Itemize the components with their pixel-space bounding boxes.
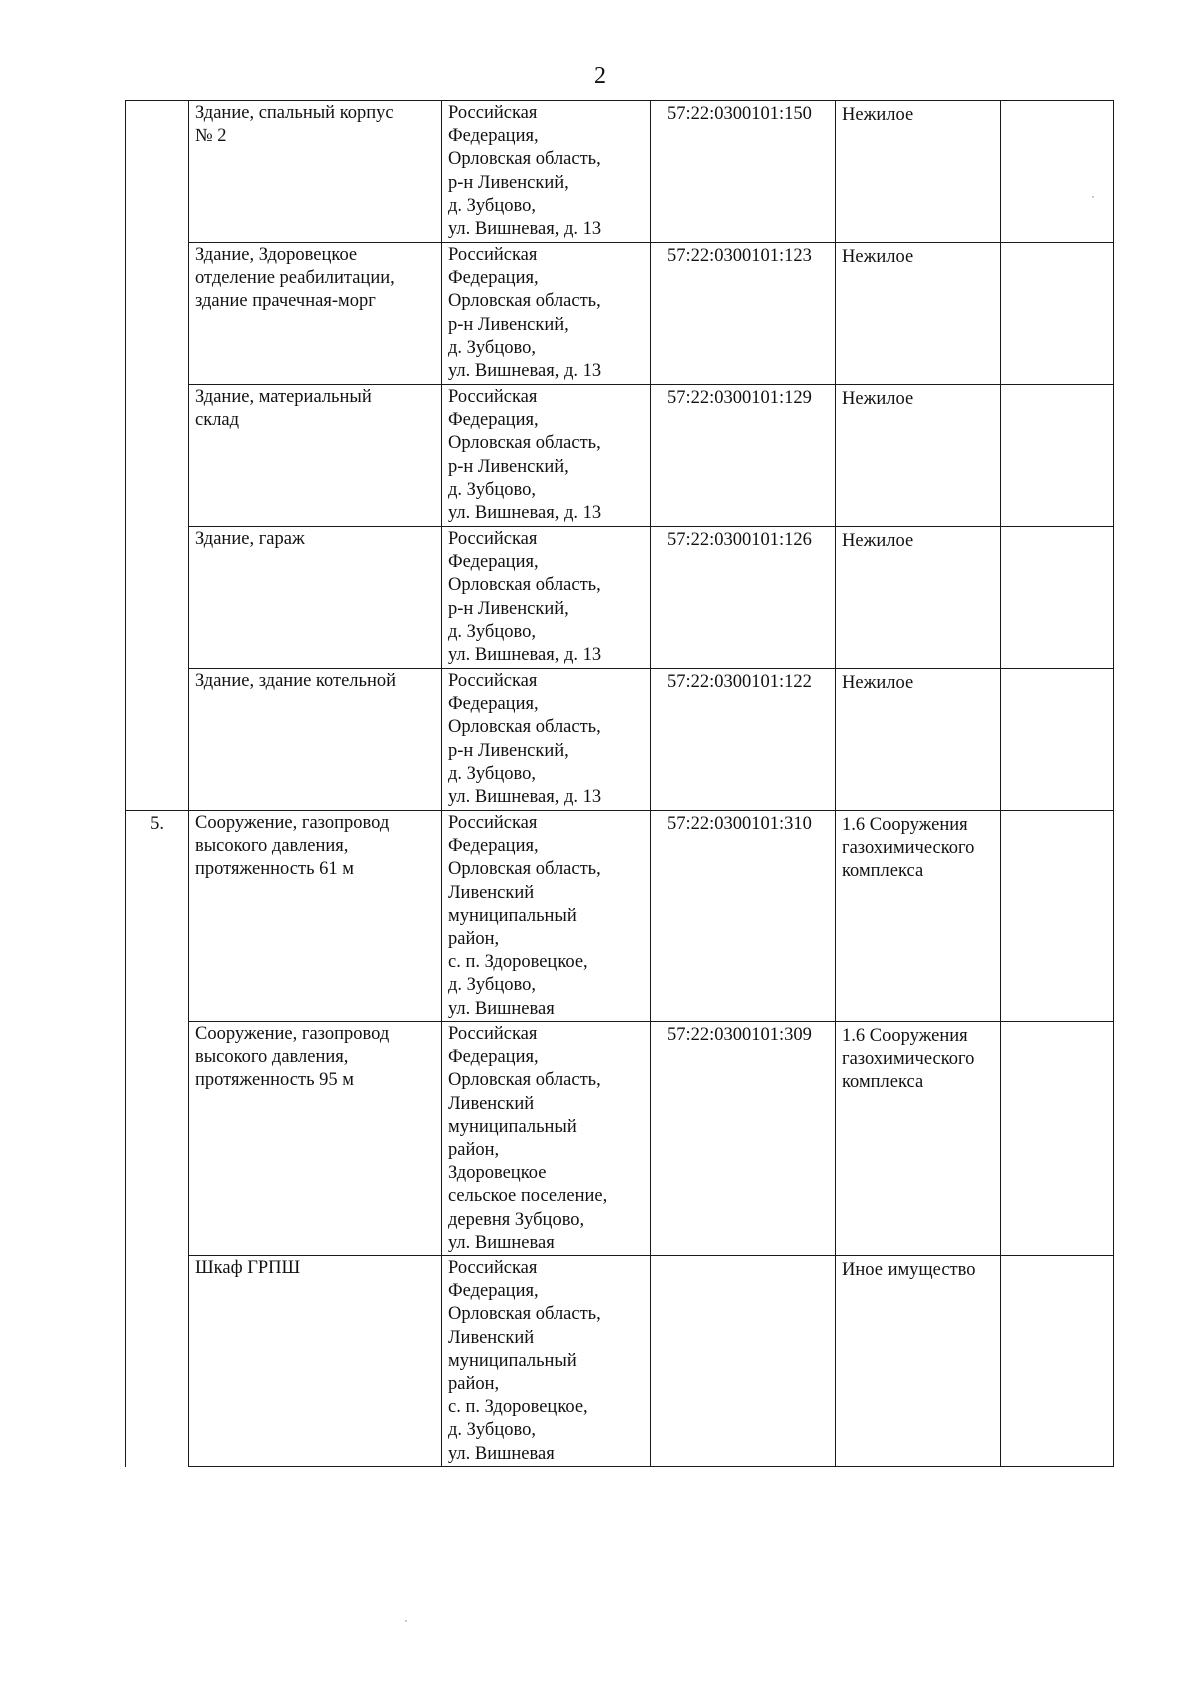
note-cell — [1001, 527, 1114, 669]
note-cell — [1001, 1256, 1114, 1467]
address-cell: Российская Федерация, Орловская область, р-н Ливенский, д. Зубцово, ул. Вишневая, д. 13 — [442, 527, 651, 669]
cadastral-number-cell — [651, 1256, 836, 1467]
object-kind-cell: Иное имущество — [836, 1256, 1001, 1467]
object-kind-cell: Нежилое — [836, 669, 1001, 811]
object-kind-cell: 1.6 Сооружения газохимического комплекса — [836, 811, 1001, 1022]
cadastral-number-cell: 57:22:0300101:310 — [651, 811, 836, 1022]
cadastral-number-cell: 57:22:0300101:126 — [651, 527, 836, 669]
row-number-cell: 5. — [126, 811, 189, 1467]
address-cell: Российская Федерация, Орловская область, Ливенский муниципальный район, с. п. Здоровецкое, д. Зубцово, ул. Вишневая — [442, 811, 651, 1022]
table-row — [126, 101, 1114, 243]
object-name-cell: Здание, здание котельной — [189, 669, 442, 811]
table-row — [126, 1256, 1114, 1467]
note-cell — [1001, 101, 1114, 243]
cadastral-number-cell: 57:22:0300101:123 — [651, 243, 836, 385]
table-row — [126, 669, 1114, 811]
address-cell: Российская Федерация, Орловская область, Ливенский муниципальный район, Здоровецкое сельское поселение, деревня Зубцово, ул. Вишневая — [442, 1022, 651, 1256]
object-name-cell: Сооружение, газопровод высокого давления, протяженность 95 м — [189, 1022, 442, 1256]
table-row — [126, 385, 1114, 527]
address-cell: Российская Федерация, Орловская область, р-н Ливенский, д. Зубцово, ул. Вишневая, д. 13 — [442, 669, 651, 811]
object-kind-cell: Нежилое — [836, 385, 1001, 527]
note-cell — [1001, 243, 1114, 385]
table-row — [126, 1022, 1114, 1256]
page-number: 2 — [594, 63, 606, 89]
object-kind-cell: Нежилое — [836, 527, 1001, 669]
table-row — [126, 811, 1114, 1022]
address-cell: Российская Федерация, Орловская область, Ливенский муниципальный район, с. п. Здоровецкое, д. Зубцово, ул. Вишневая — [442, 1256, 651, 1467]
note-cell — [1001, 811, 1114, 1022]
object-kind-cell: Нежилое — [836, 243, 1001, 385]
property-table-body — [126, 101, 1114, 1467]
cadastral-number-cell: 57:22:0300101:122 — [651, 669, 836, 811]
object-kind-cell: 1.6 Сооружения газохимического комплекса — [836, 1022, 1001, 1256]
table-row — [126, 243, 1114, 385]
object-name-cell: Сооружение, газопровод высокого давления, протяженность 61 м — [189, 811, 442, 1022]
address-cell: Российская Федерация, Орловская область, р-н Ливенский, д. Зубцово, ул. Вишневая, д. 13 — [442, 243, 651, 385]
object-name-cell: Шкаф ГРПШ — [189, 1256, 442, 1467]
note-cell — [1001, 385, 1114, 527]
object-name-cell: Здание, спальный корпус № 2 — [189, 101, 442, 243]
row-number-cell — [126, 101, 189, 811]
scan-speck — [1092, 196, 1094, 198]
object-name-cell: Здание, материальный склад — [189, 385, 442, 527]
object-kind-cell: Нежилое — [836, 101, 1001, 243]
address-cell: Российская Федерация, Орловская область, р-н Ливенский, д. Зубцово, ул. Вишневая, д. 13 — [442, 101, 651, 243]
table-row — [126, 527, 1114, 669]
object-name-cell: Здание, Здоровецкое отделение реабилитации, здание прачечная-морг — [189, 243, 442, 385]
object-name-cell: Здание, гараж — [189, 527, 442, 669]
note-cell — [1001, 1022, 1114, 1256]
scan-speck — [405, 1620, 407, 1622]
cadastral-number-cell: 57:22:0300101:150 — [651, 101, 836, 243]
note-cell — [1001, 669, 1114, 811]
cadastral-number-cell: 57:22:0300101:129 — [651, 385, 836, 527]
address-cell: Российская Федерация, Орловская область, р-н Ливенский, д. Зубцово, ул. Вишневая, д. 13 — [442, 385, 651, 527]
property-table — [125, 100, 1114, 1467]
cadastral-number-cell: 57:22:0300101:309 — [651, 1022, 836, 1256]
